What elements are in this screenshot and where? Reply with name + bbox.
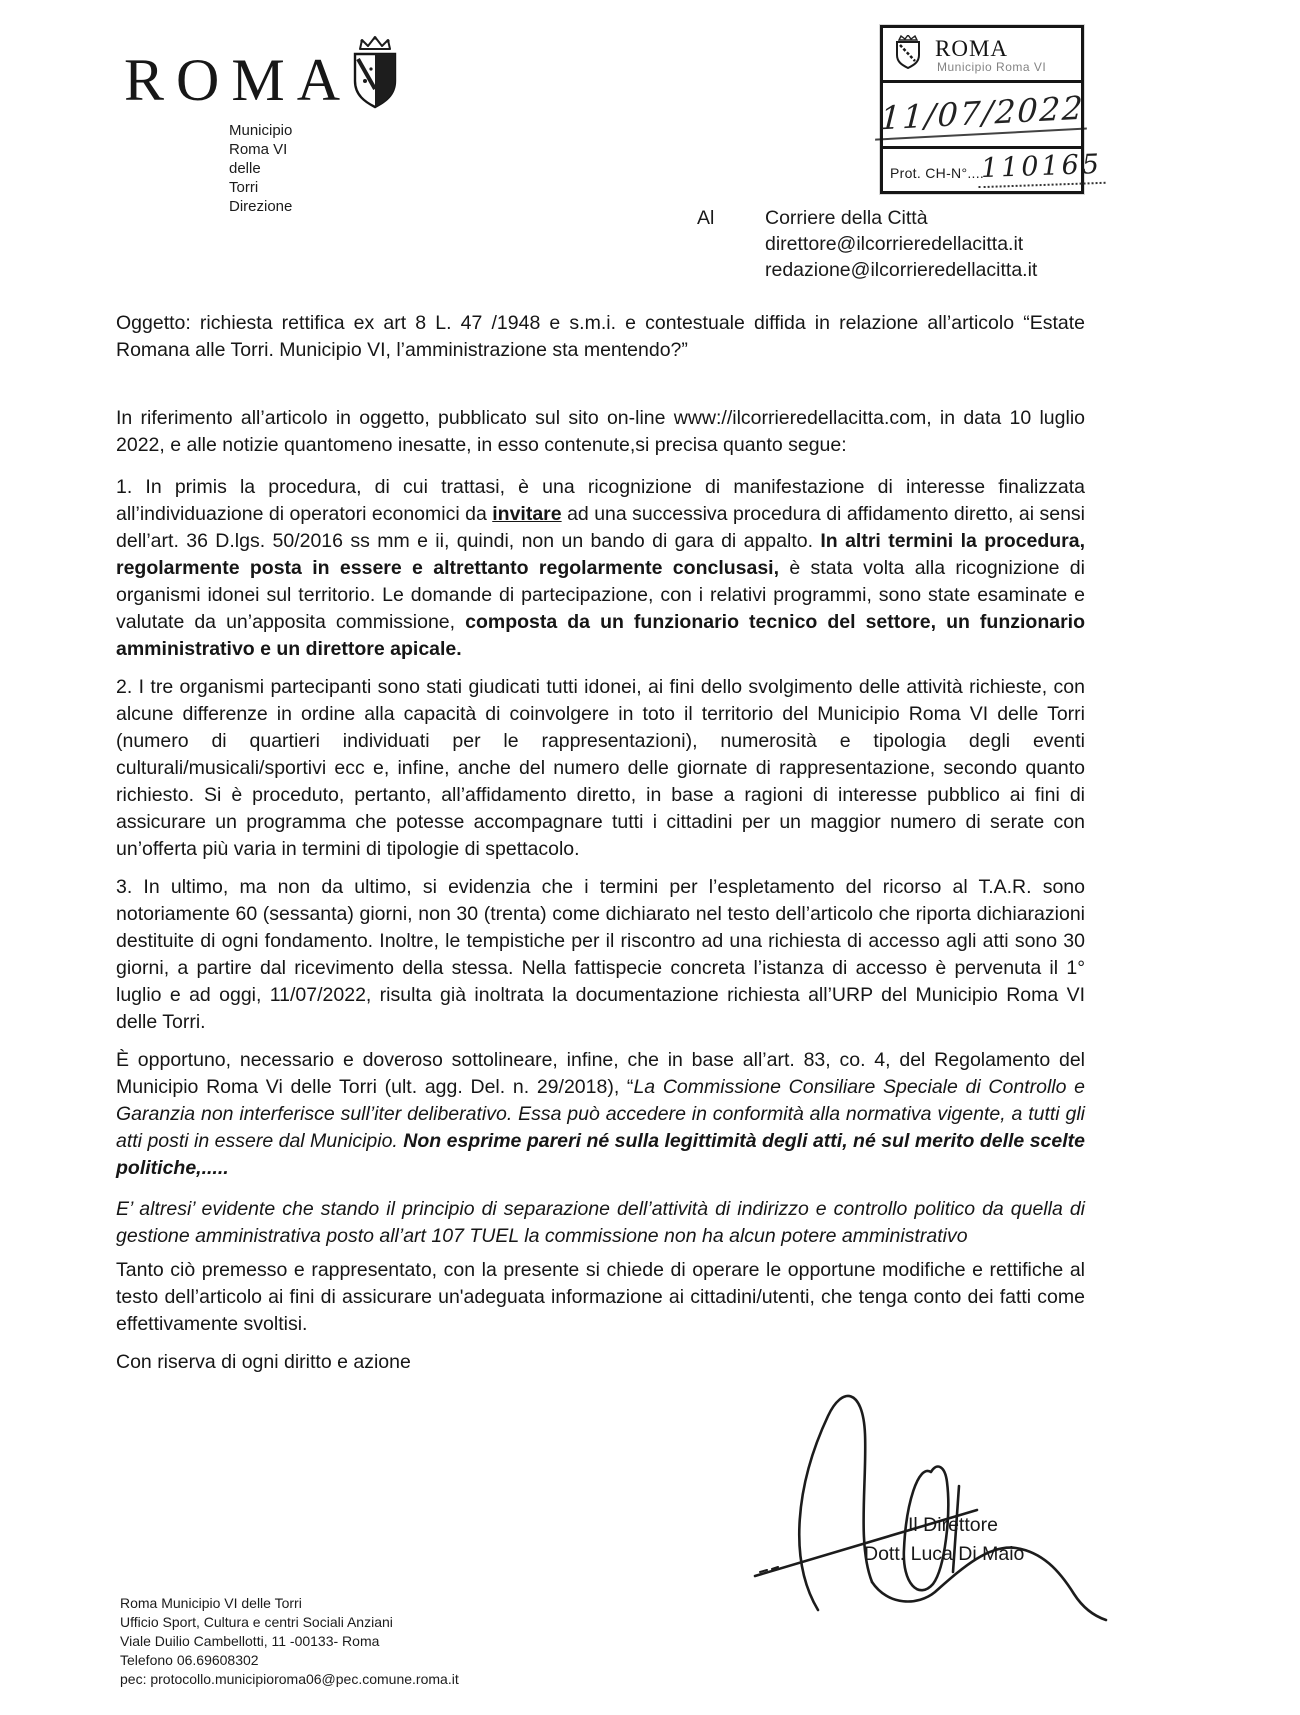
paragraph-oggetto: Oggetto: richiesta rettifica ex art 8 L. 47 /1948 e s.m.i. e contestuale diffida in relazione all’articolo “Estate Romana alle Torri. Municipio VI, l’amministrazione sta mentendo?”	[116, 312, 1085, 361]
letterhead-dept	[229, 121, 292, 216]
paragraph-punto-1: 1. In primis la procedura, di cui trattasi, è una ricognizione di manifestazione di interesse finalizzata all’individuazione di operatori economici da invitare ad una successiva procedura di affidamento diretto, ai sensi dell’art. 36 D.lgs. 50/2016 ss mm e ii, quindi, non un bando di gara di appalto. In altri termini la procedura, regolarmente posta in essere e altrettanto regolarmente conclusasi, è stata volta alla ricognizione di organismi idonei sul territorio. Le domande di partecipazione, con i relativi programmi, sono state esaminate e valutate da un’apposita commissione, composta da un funzionario tecnico del settore, un funzionario amministrativo e un direttore apicale.	[116, 476, 1086, 660]
stamp-prot-number: 110165	[977, 149, 1105, 188]
signature-title: Il Direttore	[908, 1514, 998, 1536]
stamp-roma-text: ROMA	[935, 36, 1009, 61]
signature-name: Dott. Luca Di Maio	[864, 1543, 1025, 1565]
stamp-handwritten-date: 11/07/2022	[875, 88, 1089, 140]
paragraph-altresi: E’ altresi’ evidente che stando il principio di separazione dell’attività di indirizzo e controllo politico da quella di gestione amministrativa posto all’art 107 TUEL la commissione non ha alcun potere amministrativo	[116, 1198, 1085, 1247]
stamp-date-row	[879, 83, 1086, 149]
paragraph-richiesta-rettifica: Tanto ciò premesso e rappresentato, con la presente si chiede di operare le opportune modifiche e rettifiche al testo dell’articolo ai fini di assicurare un'adeguata informazione ai cittadini/utenti, che tenga conto dei fatti come effettivamente svoltisi.	[116, 1259, 1085, 1335]
paragraph-punto-3: 3. In ultimo, ma non da ultimo, si evidenzia che i termini per l’espletamento del ricorso al T.A.R. sono notoriamente 60 (sessanta) giorni, non 30 (trenta) come dichiarato nel testo dell’articolo che riporta dichiarazioni destituite di ogni fondamento. Inoltre, le tempistiche per il riscontro ad una richiesta di accesso agli atti sono 30 giorni, a partire dal ricevimento della stessa. Nella fattispecie concreta l’istanza di accesso è pervenuta il 1° luglio e ad oggi, 11/07/2022, risulta già inoltrata la documentazione richiesta all’URP del Municipio Roma VI delle Torri.	[116, 876, 1085, 1033]
paragraph-punto-2: 2. I tre organismi partecipanti sono stati giudicati tutti idonei, ai fini dello svolgimento delle attività richieste, con alcune differenze in ordine alla capacità di coinvolgere in toto il territorio del Municipio Roma VI delle Torri (numero di quartieri individuati per le rappresentazioni), numerosità e tipologia degli eventi culturali/musicali/sportivi ecc e, infine, anche del numero delle giornate di rappresentazione, secondo quanto richiesto. Si è proceduto, pertanto, all’affidamento diretto, in base a ragioni di interesse pubblico ai fini di assicurare un programma che potesse accompagnare tutti i cittadini per un maggior numero di serate con un’offerta più varia in termini di tipologie di spettacolo.	[116, 676, 1085, 860]
footer-line-telefono: Telefono 06.69608302	[120, 1652, 259, 1668]
recipient-to-label: Al	[697, 207, 715, 229]
roma-logo-text: ROMA	[124, 47, 353, 113]
footer-contact-block	[120, 1594, 459, 1689]
recipient-name: Corriere della Città	[765, 207, 928, 229]
stamp-prot-row	[883, 148, 1103, 191]
paragraph-riferimento: In riferimento all’articolo in oggetto, pubblicato sul sito on-line www://ilcorrieredellacitta.com, in data 10 luglio 2022, e alle notizie quantomeno inesatte, in esso contenute,si precisa quanto segue:	[116, 407, 1085, 456]
stamp-municipio-text: Municipio Roma VI	[937, 60, 1047, 74]
stamp-prot-label: Prot. CH-N°....	[890, 165, 985, 181]
footer-line-indirizzo: Viale Duilio Cambellotti, 11 -00133- Roma	[120, 1633, 380, 1649]
protocol-stamp	[879, 25, 1103, 194]
footer-line-ufficio: Ufficio Sport, Cultura e centri Sociali Anziani	[120, 1614, 393, 1630]
stamp-header	[883, 28, 1081, 83]
roma-crest-icon	[350, 36, 400, 110]
letterhead-municipio: Municipio Roma VI delle Torri	[229, 122, 293, 196]
paragraph-riserva: Con riserva di ogni diritto e azione	[116, 1351, 411, 1373]
recipient-email-direttore: direttore@ilcorrieredellacitta.it	[765, 233, 1024, 255]
footer-line-municipio: Roma Municipio VI delle Torri	[120, 1595, 302, 1611]
stamp-shield-icon	[895, 35, 921, 69]
handwritten-signature-icon	[718, 1342, 1138, 1642]
footer-line-pec: pec: protocollo.municipioroma06@pec.comune.roma.it	[120, 1671, 459, 1687]
recipient-email-redazione: redazione@ilcorrieredellacitta.it	[765, 259, 1038, 281]
paragraph-regolamento: È opportuno, necessario e doveroso sottolineare, infine, che in base all’art. 83, co. 4, del Regolamento del Municipio Roma Vi delle Torri (ult. agg. Del. n. 29/2018), “La Commissione Consiliare Speciale di Controllo e Garanzia non interferisce sull’iter deliberativo. Essa può accedere in conformità alla normativa vigente, a tutti gli atti posti in essere dal Municipio. Non esprime pareri né sulla legittimità degli atti, né sul merito delle scelte politiche,.....	[116, 1049, 1086, 1179]
letter-body	[116, 310, 1085, 1387]
letterhead-direzione: Direzione	[229, 198, 293, 215]
signature-block	[718, 1342, 1138, 1642]
